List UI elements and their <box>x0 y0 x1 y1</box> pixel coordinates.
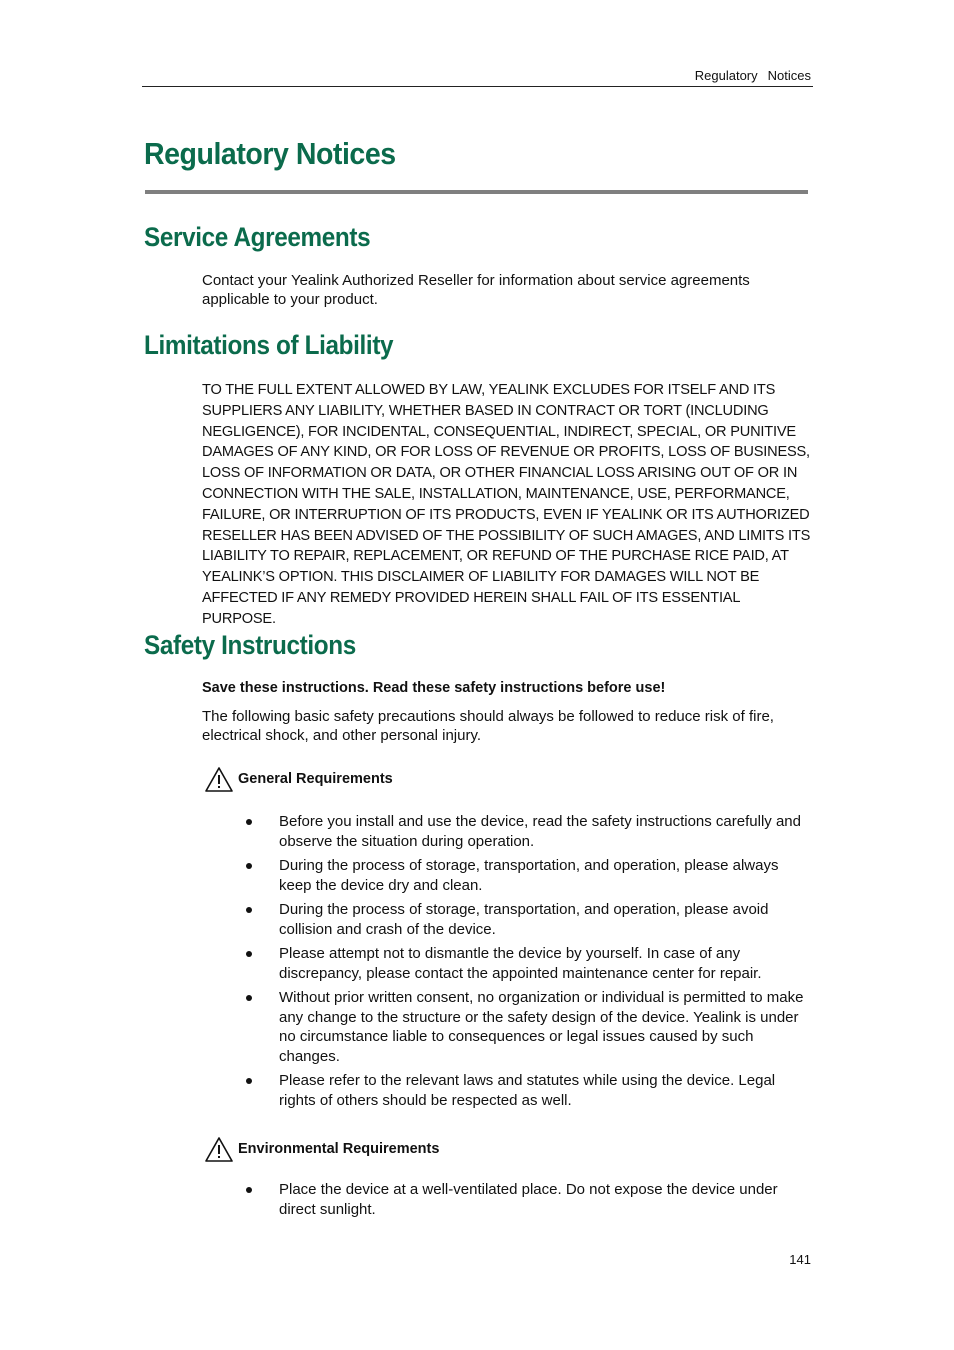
bullet-icon <box>246 819 252 825</box>
warning-icon <box>204 1136 234 1163</box>
list-item: During the process of storage, transportation, and operation, please always keep the device dry and clean. <box>244 856 812 895</box>
environmental-requirements-label: Environmental Requirements <box>238 1141 440 1157</box>
heading-limitations: Limitations of Liability <box>144 330 394 360</box>
heading-safety: Safety Instructions <box>144 630 356 660</box>
general-requirements-label: General Requirements <box>238 771 393 787</box>
bullet-icon <box>246 995 252 1001</box>
list-item: Without prior written consent, no organization or individual is permitted to make any change to the structure or the safety design of the device. Yealink is under no circumstance liable to consequences or legal issues caused by such changes. <box>244 988 812 1066</box>
general-requirements-heading <box>204 765 393 793</box>
bullet-icon <box>246 1078 252 1084</box>
running-header-left: Regulatory <box>694 68 758 83</box>
running-header-right: Notices <box>767 68 811 83</box>
bullet-icon <box>246 907 252 913</box>
general-requirements-list <box>244 812 812 1115</box>
bullet-icon <box>246 1187 252 1193</box>
heading-service-agreements: Service Agreements <box>144 222 371 252</box>
safety-intro: The following basic safety precautions should always be followed to reduce risk of fire, electrical shock, and other personal injury. <box>202 708 774 744</box>
list-item: Please refer to the relevant laws and statutes while using the device. Legal rights of others should be respected as well. <box>244 1071 812 1110</box>
environmental-requirements-heading <box>204 1135 439 1163</box>
service-agreements-text: Contact your Yealink Authorized Reseller for information about service agreements applicable to your product. <box>202 272 750 308</box>
title-rule <box>145 190 808 194</box>
limitations-text: TO THE FULL EXTENT ALLOWED BY LAW, YEALINK EXCLUDES FOR ITSELF AND ITS SUPPLIERS ANY LIABILITY, WHETHER BASED IN CONTRACT OR TORT (INCLUDING NEGLIGENCE), FOR INCIDENTAL, CONSEQUENTIAL, INDIRECT, SPECIAL, OR PUNITIVE DAMAGES OF ANY KIND, OR FOR LOSS OF REVENUE OR PROFITS, LOSS OF BUSINESS, LOSS OF INFORMATION OR DATA, OR OTHER FINANCIAL LOSS ARISING OUT OF OR IN CONNECTION WITH THE SALE, INSTALLATION, MAINTENANCE, USE, PERFORMANCE, FAILURE, OR INTERRUPTION OF ITS PRODUCTS, EVEN IF YEALINK OR ITS AUTHORIZED RESELLER HAS BEEN ADVISED OF THE POSSIBILITY OF SUCH AMAGES, AND LIMITS ITS LIABILITY TO REPAIR, REPLACEMENT, OR REFUND OF THE PURCHASE RICE PAID, AT YEALINK’S OPTION. THIS DISCLAIMER OF LIABILITY FOR DAMAGES WILL NOT BE AFFECTED IF ANY REMEDY PROVIDED HEREIN SHALL FAIL OF ITS ESSENTIAL PURPOSE. <box>202 382 811 627</box>
list-item: Before you install and use the device, read the safety instructions carefully and observe the situation during operation. <box>244 812 812 851</box>
list-item: During the process of storage, transportation, and operation, please avoid collision and crash of the device. <box>244 900 812 939</box>
page-title: Regulatory Notices <box>144 136 396 171</box>
list-item: Place the device at a well-ventilated place. Do not expose the device under direct sunlight. <box>244 1180 812 1219</box>
warning-icon <box>204 766 234 793</box>
safety-bold-line: Save these instructions. Read these safety instructions before use! <box>202 680 666 696</box>
running-header <box>142 66 813 87</box>
page-number: 141 <box>789 1252 811 1267</box>
list-item: Please attempt not to dismantle the device by yourself. In case of any discrepancy, please contact the appointed maintenance center for repair. <box>244 944 812 983</box>
bullet-icon <box>246 951 252 957</box>
environmental-requirements-list <box>244 1180 812 1224</box>
bullet-icon <box>246 863 252 869</box>
